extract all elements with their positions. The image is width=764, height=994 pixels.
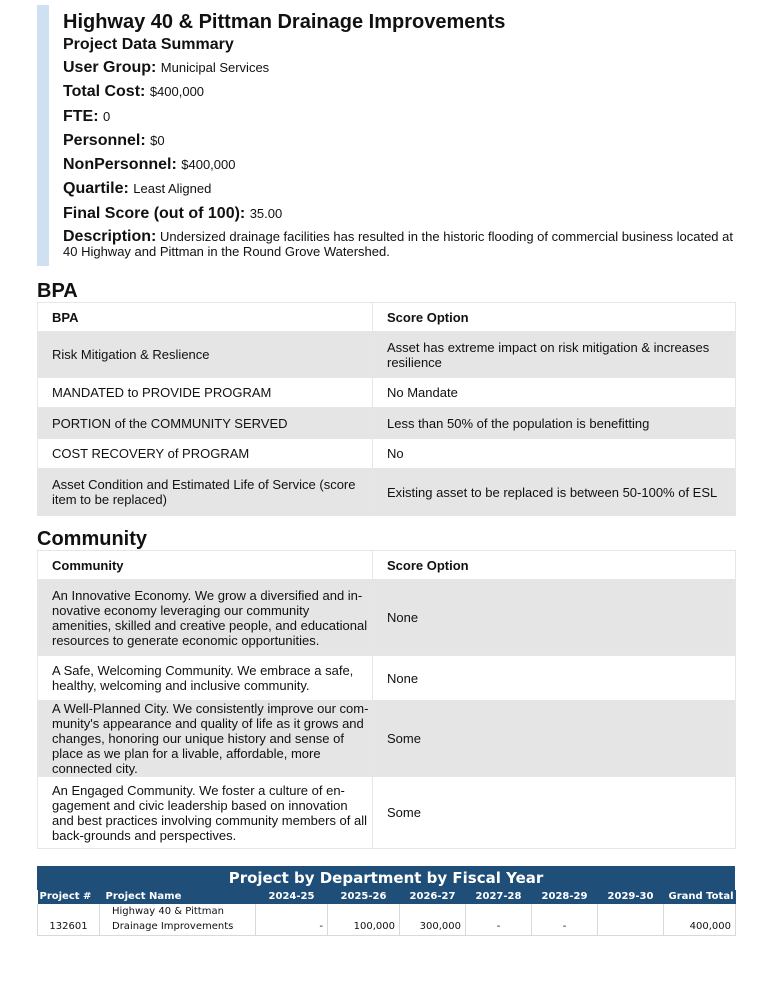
quartile-row [63, 177, 735, 201]
table-row [38, 408, 736, 439]
description-text: Undersized drainage facilities has resulted in the historic flooding of commercial business located at 40 Highway and Pittman in the Round Grove Watershed. [63, 229, 733, 260]
field-label: User Group: [63, 59, 157, 76]
table-cell: No Mandate [373, 378, 736, 408]
table-cell: Existing asset to be replaced is between 50-100% of ESL [373, 469, 736, 516]
table-row [38, 777, 736, 849]
table-header-row [38, 890, 736, 904]
table-cell: No [373, 439, 736, 469]
description-label: Description: [63, 228, 157, 246]
column-header: 2028-29 [532, 890, 598, 904]
column-header: Project Name [100, 890, 256, 904]
field-value: $0 [150, 132, 165, 148]
description [63, 229, 738, 259]
table-cell: 132601 [38, 904, 100, 936]
table-cell: Some [373, 777, 736, 849]
field-value: Municipal Services [160, 60, 270, 75]
fte-row [63, 105, 735, 129]
table-row [38, 580, 736, 656]
table-cell: An Engaged Community. We foster a culture of en-gagement and civic leadership based on innovation and best practices involving community members of all back-grounds and perspectives. [38, 777, 373, 849]
field-value: 35.00 [249, 205, 283, 221]
table-row [38, 439, 736, 469]
column-header: Community [38, 551, 373, 580]
community-table [37, 550, 736, 849]
table-cell: 100,000 [328, 904, 400, 936]
column-header: 2025-26 [328, 890, 400, 904]
table-row [38, 904, 736, 936]
project-summary [37, 5, 735, 266]
field-value: $400,000 [149, 84, 205, 100]
personnel-row [63, 129, 735, 153]
total-cost-row [63, 80, 735, 104]
fiscal-table-title: Project by Department by Fiscal Year [37, 866, 735, 890]
table-cell [598, 904, 664, 936]
table-cell: MANDATED to PROVIDE PROGRAM [38, 378, 373, 408]
table-cell: Risk Mitigation & Reslience [38, 332, 373, 378]
table-cell: Highway 40 & Pittman Drainage Improvements [100, 904, 256, 936]
table-row [38, 701, 736, 777]
fiscal-year-table-block [37, 866, 735, 936]
table-cell: 400,000 [664, 904, 736, 936]
column-header: Grand Total [664, 890, 736, 904]
table-cell: - [256, 904, 328, 936]
table-cell: PORTION of the COMMUNITY SERVED [38, 408, 373, 439]
table-cell: A Safe, Welcoming Community. We embrace a safe, healthy, welcoming and inclusive community. [38, 656, 373, 701]
column-header: 2029-30 [598, 890, 664, 904]
table-cell: Asset has extreme impact on risk mitigation & increases resilience [373, 332, 736, 378]
column-header: Project # [38, 890, 100, 904]
table-cell: 300,000 [400, 904, 466, 936]
final-score-row [63, 202, 735, 226]
table-row [38, 378, 736, 408]
field-label: Quartile: [63, 180, 129, 198]
table-cell: None [373, 580, 736, 656]
user-group-row [63, 56, 735, 80]
table-header-row [38, 551, 736, 580]
field-label: Total Cost: [63, 83, 146, 101]
field-label: FTE: [63, 107, 99, 125]
fiscal-year-table [37, 890, 736, 936]
table-cell: - [466, 904, 532, 936]
field-label: Final Score (out of 100): [63, 204, 246, 222]
table-row [38, 656, 736, 701]
table-cell: Less than 50% of the population is benefitting [373, 408, 736, 439]
table-cell: None [373, 656, 736, 701]
column-header: BPA [38, 303, 373, 332]
column-header: 2026-27 [400, 890, 466, 904]
bpa-section-title: BPA [37, 280, 78, 302]
nonpersonnel-row [63, 153, 735, 177]
table-cell: A Well-Planned City. We consistently improve our com-munity's appearance and quality of life as it grows and changes, honoring our unique history and sense of place as we plan for a livable, affordable, more connected city. [38, 701, 373, 777]
field-label: NonPersonnel: [63, 156, 177, 174]
table-row [38, 332, 736, 378]
field-value: Least Aligned [133, 181, 212, 197]
column-header: Score Option [373, 551, 736, 580]
column-header: 2027-28 [466, 890, 532, 904]
column-header: 2024-25 [256, 890, 328, 904]
project-title: Highway 40 & Pittman Drainage Improvements [63, 11, 506, 33]
field-value: $400,000 [181, 157, 236, 173]
table-cell: - [532, 904, 598, 936]
field-value: 0 [103, 108, 111, 124]
table-cell: Asset Condition and Estimated Life of Service (score item to be replaced) [38, 469, 373, 516]
table-cell: Some [373, 701, 736, 777]
community-section-title: Community [37, 528, 147, 550]
project-subtitle: Project Data Summary [63, 36, 234, 53]
table-cell: COST RECOVERY of PROGRAM [38, 439, 373, 469]
table-cell: An Innovative Economy. We grow a diversified and in-novative economy leveraging our community amenities, skilled and creative people, and educational resources to generate economic opportunities. [38, 580, 373, 656]
bpa-table [37, 302, 736, 516]
table-header-row [38, 303, 736, 332]
table-row [38, 469, 736, 516]
column-header: Score Option [373, 303, 736, 332]
field-label: Personnel: [63, 131, 146, 149]
